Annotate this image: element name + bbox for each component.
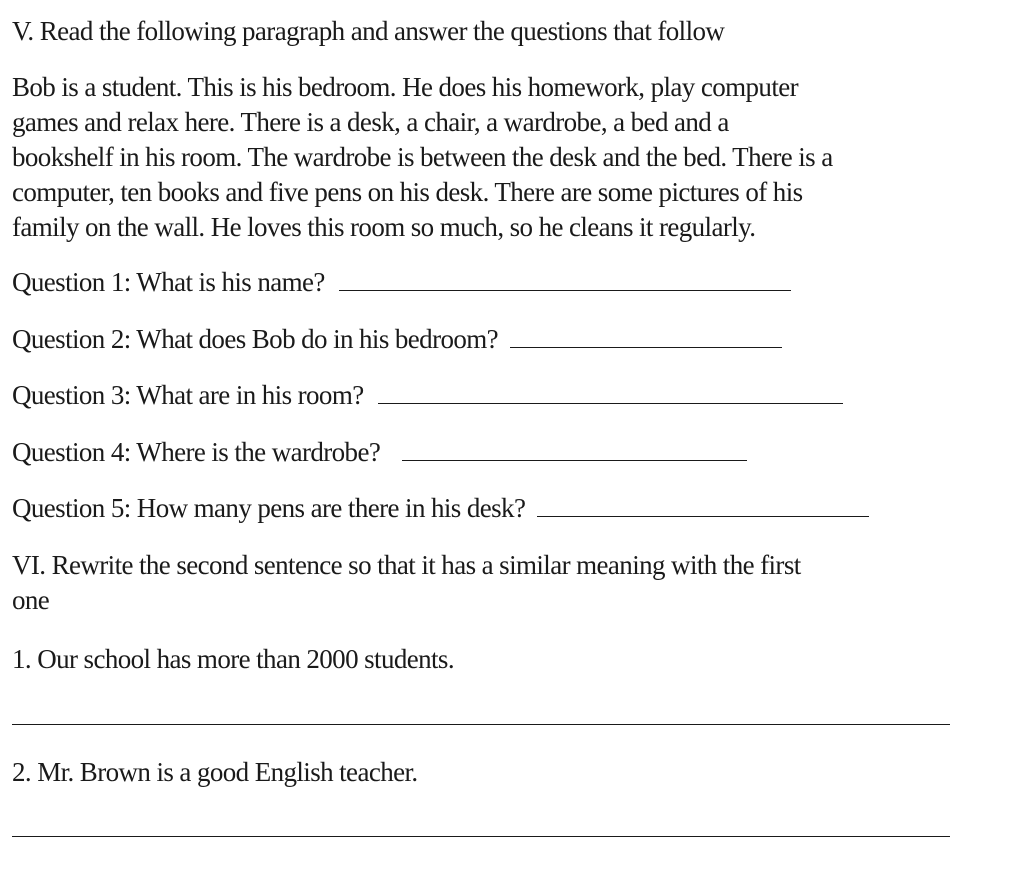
rewrite-item-2: 2. Mr. Brown is a good English teacher. <box>12 757 418 787</box>
paragraph-line: Bob is a student. This is his bedroom. He does his homework, play computer <box>12 72 799 102</box>
question-3-text: Question 3: What are in his room? <box>12 380 364 410</box>
question-3 <box>12 378 843 412</box>
question-5 <box>12 491 869 525</box>
section-5-heading: V. Read the following paragraph and answer the questions that follow <box>12 16 725 46</box>
rewrite-item-1: 1. Our school has more than 2000 students. <box>12 644 454 674</box>
question-2-answer-blank[interactable] <box>510 325 782 348</box>
section-6-heading: VI. Rewrite the second sentence so that it has a similar meaning with the first <box>12 550 801 580</box>
question-1-text: Question 1: What is his name? <box>12 267 325 297</box>
section-6-heading-continued: one <box>12 585 50 615</box>
paragraph-line: bookshelf in his room. The wardrobe is between the desk and the bed. There is a <box>12 142 833 172</box>
question-3-answer-blank[interactable] <box>378 381 843 404</box>
worksheet-page <box>12 0 1012 884</box>
question-5-text: Question 5: How many pens are there in his desk? <box>12 493 526 523</box>
rewrite-item-1-answer-line[interactable] <box>12 724 950 725</box>
question-2-text: Question 2: What does Bob do in his bedroom? <box>12 324 499 354</box>
paragraph-line: family on the wall. He loves this room so much, so he cleans it regularly. <box>12 212 756 242</box>
question-2 <box>12 322 782 356</box>
question-1 <box>12 265 791 299</box>
question-1-answer-blank[interactable] <box>339 268 791 291</box>
paragraph-line: games and relax here. There is a desk, a chair, a wardrobe, a bed and a <box>12 107 729 137</box>
rewrite-item-2-answer-line[interactable] <box>12 836 950 837</box>
paragraph-line: computer, ten books and five pens on his desk. There are some pictures of his <box>12 177 803 207</box>
question-5-answer-blank[interactable] <box>537 494 869 517</box>
question-4-text: Question 4: Where is the wardrobe? <box>12 437 381 467</box>
question-4 <box>12 435 747 469</box>
question-4-answer-blank[interactable] <box>402 438 747 461</box>
